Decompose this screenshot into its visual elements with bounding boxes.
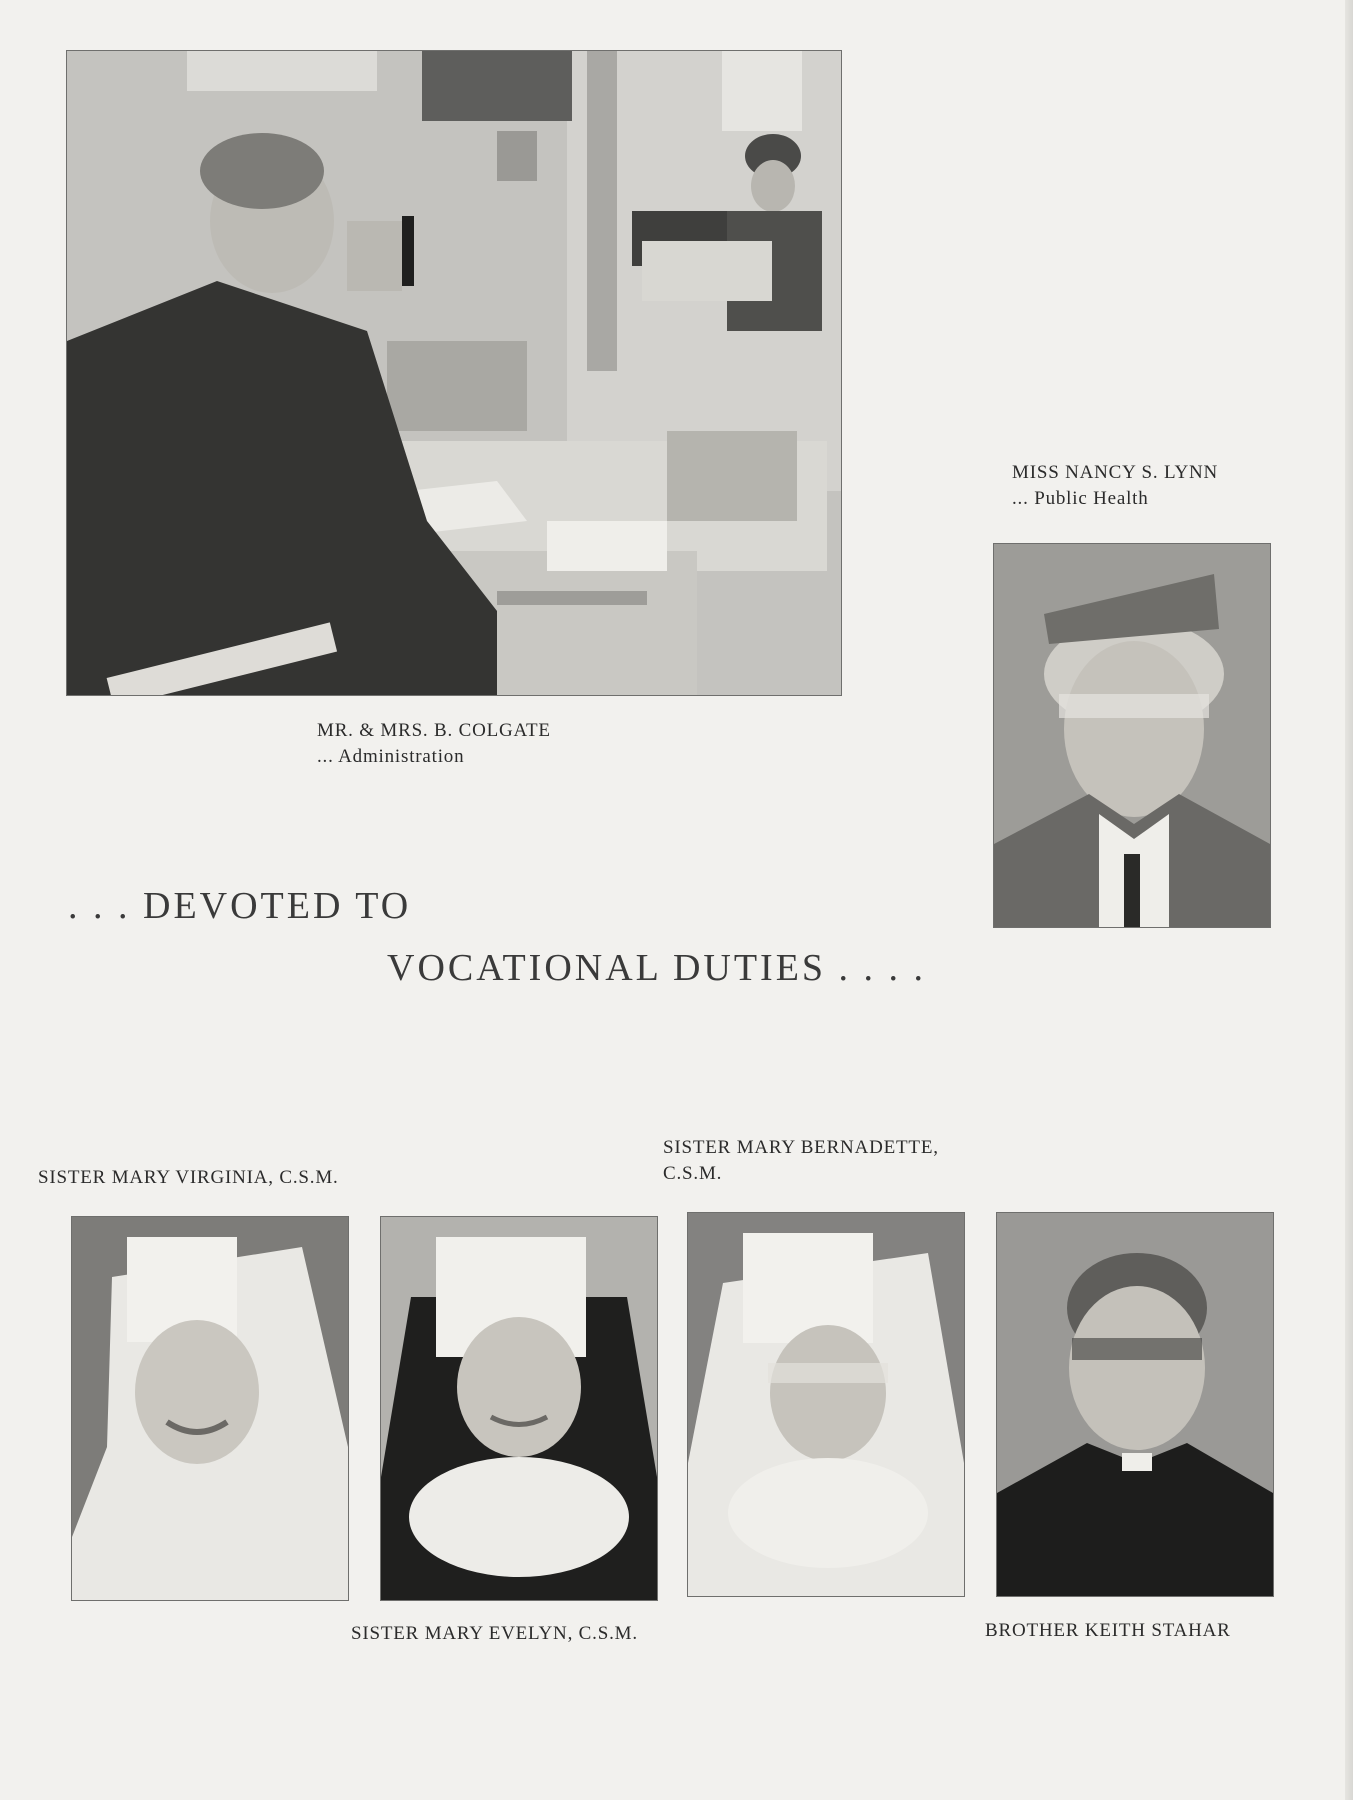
headline-line-1: . . . DEVOTED TO xyxy=(68,885,412,927)
caption-colgate xyxy=(317,718,551,770)
portrait-nancy-lynn xyxy=(993,543,1271,928)
portrait-brother-stahar xyxy=(996,1212,1274,1597)
office-photo xyxy=(66,50,842,696)
caption-lynn xyxy=(1012,460,1218,512)
caption-virginia: SISTER MARY VIRGINIA, C.S.M. xyxy=(38,1167,339,1188)
caption-lynn-role: ... Public Health xyxy=(1012,488,1149,509)
headline-line-2: VOCATIONAL DUTIES . . . . xyxy=(387,947,927,989)
portrait-sister-bernadette xyxy=(687,1212,965,1597)
caption-lynn-name: MISS NANCY S. LYNN xyxy=(1012,462,1219,483)
caption-bernadette-line1: SISTER MARY BERNADETTE, xyxy=(663,1137,939,1158)
caption-bernadette xyxy=(663,1135,939,1187)
page-edge xyxy=(1345,0,1353,1800)
portrait-sister-virginia xyxy=(71,1216,349,1601)
caption-colgate-role: ... Administration xyxy=(317,746,465,767)
caption-stahar: BROTHER KEITH STAHAR xyxy=(985,1620,1231,1641)
portrait-sister-evelyn xyxy=(380,1216,658,1601)
caption-bernadette-line2: C.S.M. xyxy=(663,1163,723,1184)
caption-colgate-name: MR. & MRS. B. COLGATE xyxy=(317,720,551,741)
caption-evelyn: SISTER MARY EVELYN, C.S.M. xyxy=(351,1623,638,1644)
